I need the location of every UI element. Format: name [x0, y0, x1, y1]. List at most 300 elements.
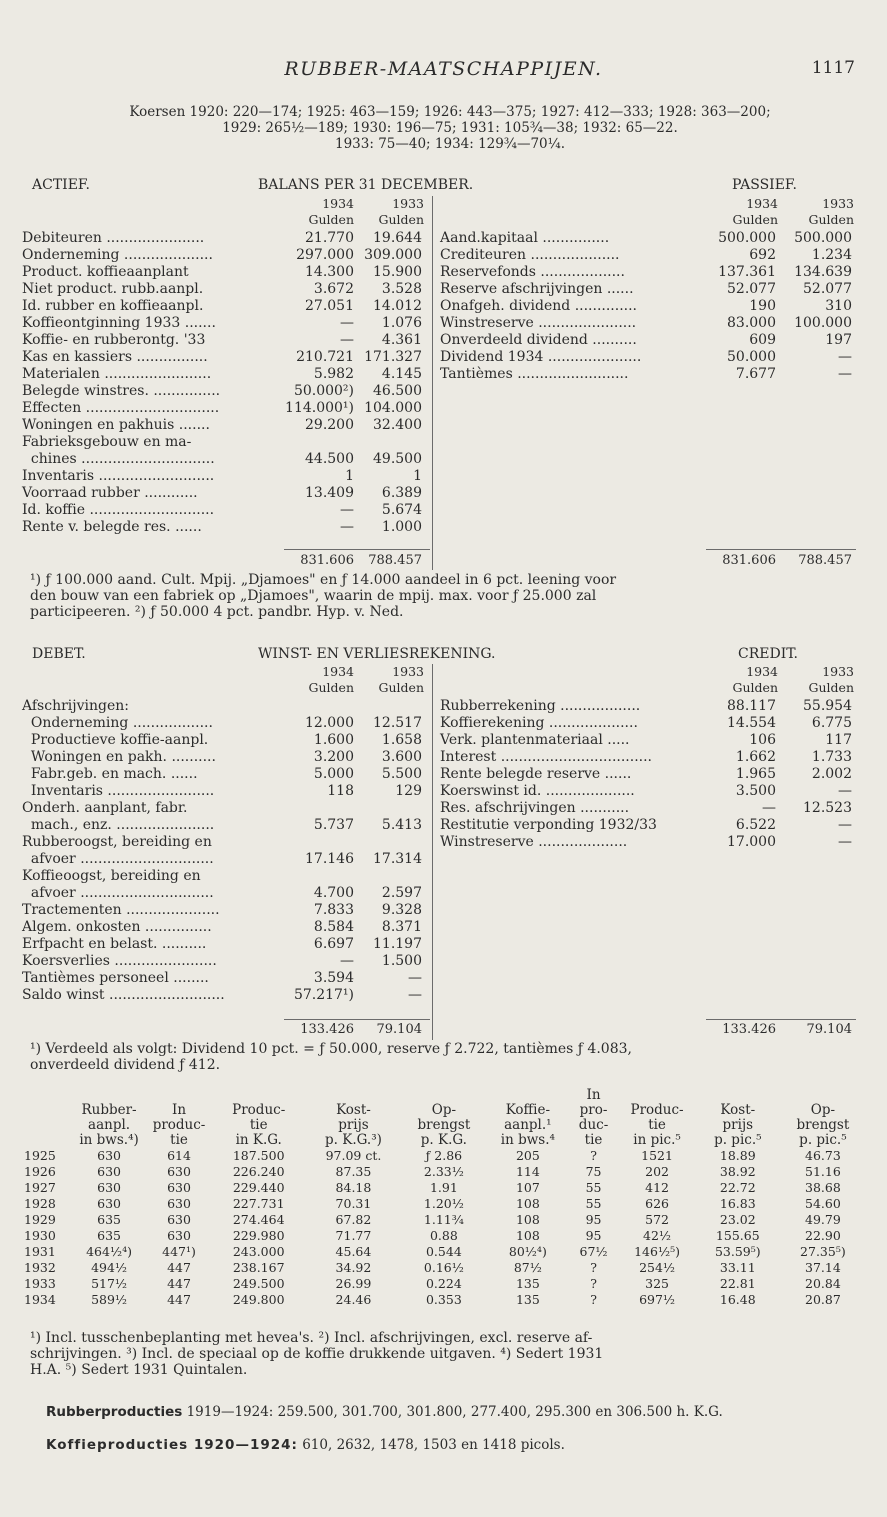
footnote-line: schrijvingen. ³) Incl. de speciaal op de koffie drukkende uitgaven. ⁴) Sedert 1931: [30, 1346, 604, 1362]
value-1933: —: [408, 987, 422, 1003]
ledger-label: Reserve afschrijvingen ......: [440, 281, 634, 297]
table-row: [24, 1212, 866, 1228]
column-header: p. K.G.: [420, 1132, 467, 1148]
table-cell: ?: [590, 1292, 597, 1307]
footnote-line: H.A. ⁵) Sedert 1931 Quintalen.: [30, 1362, 248, 1378]
rubber-production-values: 1919—1924: 259.500, 301.700, 301.800, 277.400, 295.300 en 306.500 h. K.G.: [182, 1404, 723, 1420]
value-1934: 52.077: [727, 281, 776, 297]
value-1933: 17.314: [373, 851, 422, 867]
table-cell: 630: [97, 1180, 121, 1195]
table-cell: 51.16: [805, 1164, 841, 1179]
table-row: [24, 1164, 866, 1180]
table-cell: 54.60: [805, 1196, 841, 1211]
value-1934: 14.300: [305, 264, 354, 280]
debet-col-head: [284, 664, 434, 696]
value-1933: 1.733: [811, 749, 852, 765]
table-cell: 447: [167, 1260, 191, 1275]
table-cell: 53.59⁵): [714, 1244, 761, 1259]
table-cell: 494½: [91, 1260, 128, 1275]
passief-total-1934: 831.606: [722, 553, 776, 568]
unit-label: Gulden: [808, 212, 854, 227]
table-cell: 517½: [91, 1276, 128, 1291]
column-header: p. pic.⁵: [799, 1132, 847, 1148]
ledger-label: Onverdeeld dividend ..........: [440, 332, 637, 348]
value-1934: 609: [749, 332, 776, 348]
table-cell: 1926: [24, 1164, 56, 1179]
ledger-label: Winstreserve ....................: [440, 834, 628, 850]
ledger-label: chines ..............................: [22, 451, 215, 467]
column-header: [24, 1103, 71, 1118]
ledger-row: [22, 834, 427, 851]
ledger-label: Rente v. belegde res. ......: [22, 519, 202, 535]
actief-total-1933: 788.457: [368, 553, 422, 568]
value-1934: 3.500: [735, 783, 776, 799]
table-row: [24, 1228, 866, 1244]
table-cell: 16.48: [719, 1292, 756, 1307]
ledger-row: [440, 366, 856, 383]
ledger-label: Aand.kapitaal ...............: [440, 230, 610, 246]
winst-footnotes: [30, 1041, 860, 1073]
ledger-row: [22, 919, 427, 936]
table-cell: 108: [515, 1196, 540, 1211]
column-header: Produc-: [232, 1102, 286, 1118]
footnote-line: ¹) ƒ 100.000 aand. Cult. Mpij. „Djamoes" en ƒ 14.000 aandeel in 6 pct. leening voor: [30, 572, 617, 588]
ledger-row: [22, 800, 427, 817]
value-1933: 32.400: [373, 417, 422, 433]
footnote-line: ¹) Incl. tusschenbeplanting met hevea's. ²) Incl. afschrijvingen, excl. reserve af-: [30, 1330, 593, 1346]
ledger-row: [440, 247, 856, 264]
column-header: [780, 1088, 866, 1103]
value-1934: 5.000: [313, 766, 354, 782]
course-line: Koersen 1920: 220—174; 1925: 463—159; 1926: 443—375; 1927: 412—333; 1928: 363—200;: [129, 104, 771, 120]
debet-title: DEBET.: [32, 646, 86, 662]
ledger-label: Woningen en pakh. ..........: [22, 749, 216, 765]
table-cell: 630: [97, 1164, 121, 1179]
value-1933: 1: [413, 468, 422, 484]
table-cell: 55: [585, 1180, 602, 1195]
page-header: [0, 58, 887, 82]
ledger-row: [440, 332, 856, 349]
value-1934: 5.982: [313, 366, 354, 382]
value-1934: 12.000: [305, 715, 354, 731]
table-cell: 46.73: [805, 1148, 841, 1163]
column-header: produc-: [152, 1117, 206, 1133]
value-1933: 1.076: [381, 315, 422, 331]
ledger-row: [22, 953, 427, 970]
table-cell: 1521: [641, 1148, 673, 1163]
ledger-label: Winstreserve ......................: [440, 315, 637, 331]
table-cell: 447¹): [162, 1244, 196, 1259]
table-cell: 75: [585, 1164, 602, 1179]
table-cell: 146½⁵): [634, 1244, 680, 1259]
ledger-row: [22, 281, 427, 298]
ledger-label: Tantièmes personeel ........: [22, 970, 209, 986]
value-1933: 2.597: [381, 885, 422, 901]
value-1934: 4.700: [313, 885, 354, 901]
table-cell: 135: [515, 1292, 540, 1307]
table-cell: 71.77: [335, 1228, 372, 1243]
value-1933: 5.500: [381, 766, 422, 782]
column-header: Kost-: [336, 1102, 371, 1118]
value-1934: 50.000: [727, 349, 776, 365]
value-1933: 8.371: [381, 919, 422, 935]
table-cell: 0.544: [425, 1244, 462, 1259]
value-1933: 49.500: [373, 451, 422, 467]
ledger-row: [22, 698, 427, 715]
table-cell: 114: [515, 1164, 540, 1179]
table-cell: 630: [167, 1180, 191, 1195]
unit-label: Gulden: [732, 680, 778, 695]
ledger-label: Niet product. rubb.aanpl.: [22, 281, 204, 297]
ledger-row: [440, 349, 856, 366]
column-divider: [432, 196, 433, 570]
value-1933: 1.658: [381, 732, 422, 748]
ledger-row: [22, 332, 427, 349]
table-cell: ƒ 2.86: [425, 1148, 463, 1163]
ledger-label: Fabr.geb. en mach. ......: [22, 766, 198, 782]
ledger-row: [22, 885, 427, 902]
ledger-row: [440, 315, 856, 332]
year-label: 1933: [392, 664, 424, 679]
unit-label: Gulden: [308, 212, 354, 227]
ledger-label: Kas en kassiers ................: [22, 349, 208, 365]
value-1934: 5.737: [313, 817, 354, 833]
actief-list: [22, 230, 427, 536]
ledger-row: [22, 315, 427, 332]
table-cell: 95: [585, 1228, 602, 1243]
table-cell: 572: [645, 1212, 669, 1227]
value-1934: 17.146: [305, 851, 354, 867]
ledger-row: [22, 519, 427, 536]
value-1933: 309.000: [364, 247, 422, 263]
ledger-row: [22, 264, 427, 281]
value-1934: 118: [327, 783, 354, 799]
column-header: tie: [648, 1117, 666, 1133]
column-header: [618, 1088, 696, 1103]
ledger-label: Onderneming ....................: [22, 247, 213, 263]
table-cell: 155.65: [715, 1228, 760, 1243]
credit-title: CREDIT.: [738, 646, 798, 662]
ledger-row: [440, 800, 856, 817]
ledger-label: Koffie- en rubberontg. '33: [22, 332, 206, 348]
table-cell: 135: [515, 1276, 540, 1291]
table-cell: 630: [97, 1148, 121, 1163]
ledger-row: [440, 834, 856, 851]
ledger-row: [440, 732, 856, 749]
ledger-row: [440, 783, 856, 800]
unit-label: Gulden: [732, 212, 778, 227]
ledger-row: [22, 868, 427, 885]
value-1933: 310: [825, 298, 852, 314]
table-cell: 243.000: [232, 1244, 285, 1259]
table-cell: 16.83: [719, 1196, 756, 1211]
table-cell: 0.88: [429, 1228, 458, 1243]
value-1934: —: [340, 502, 354, 518]
table-cell: 187.500: [232, 1148, 285, 1163]
actief-col-head: [284, 196, 434, 228]
value-1934: 3.672: [313, 281, 354, 297]
footnote-line: ¹) Verdeeld als volgt: Dividend 10 pct. = ƒ 50.000, reserve ƒ 2.722, tantièmes ƒ 4.083,: [30, 1041, 632, 1057]
table-cell: 274.464: [232, 1212, 285, 1227]
ledger-row: [22, 400, 427, 417]
table-cell: 626: [645, 1196, 669, 1211]
value-1933: 52.077: [803, 281, 852, 297]
table-row: [24, 1292, 866, 1308]
ledger-row: [22, 468, 427, 485]
column-header: [306, 1088, 401, 1103]
actief-title: ACTIEF.: [32, 177, 90, 193]
table-cell: 87½: [513, 1260, 542, 1275]
table-cell: 614: [167, 1148, 191, 1163]
table-cell: 1.20½: [423, 1196, 464, 1211]
credit-col-head: [708, 664, 858, 696]
value-1933: 5.413: [381, 817, 422, 833]
value-1934: —: [340, 332, 354, 348]
column-header: brengst: [796, 1117, 850, 1133]
value-1934: —: [340, 953, 354, 969]
balans-title: BALANS PER 31 DECEMBER.: [258, 177, 474, 193]
column-header: [487, 1088, 569, 1103]
table-header-row: [24, 1133, 866, 1148]
column-header: tie: [584, 1132, 603, 1148]
table-header-row: [24, 1103, 866, 1118]
year-label: 1933: [392, 196, 424, 211]
footnote-line: participeeren. ²) ƒ 50.000 4 pct. pandbr. Hyp. v. Ned.: [30, 604, 404, 620]
ledger-row: [440, 698, 856, 715]
value-1933: —: [838, 366, 852, 382]
table-cell: 0.16½: [423, 1260, 464, 1275]
value-1934: 3.200: [313, 749, 354, 765]
value-1933: 104.000: [364, 400, 422, 416]
actief-total-1934: 831.606: [300, 553, 354, 568]
page-title: RUBBER-MAATSCHAPPIJEN.: [284, 58, 603, 80]
ledger-label: Verk. plantenmateriaal .....: [440, 732, 630, 748]
course-line: 1933: 75—40; 1934: 129¾—70¼.: [335, 136, 565, 152]
value-1934: 14.554: [727, 715, 776, 731]
column-header: [71, 1088, 146, 1103]
ledger-row: [440, 230, 856, 247]
table-cell: 630: [97, 1196, 121, 1211]
value-1933: 1.000: [381, 519, 422, 535]
table-row: [24, 1196, 866, 1212]
column-header: prijs: [338, 1117, 369, 1133]
koffie-production-line: [46, 1437, 565, 1453]
value-1933: 134.639: [794, 264, 852, 280]
table-cell: 24.46: [335, 1292, 372, 1307]
koffie-production-label: Koffieproducties 1920—1924:: [46, 1437, 298, 1453]
value-1934: 7.677: [735, 366, 776, 382]
ledger-label: Dividend 1934 .....................: [440, 349, 642, 365]
ledger-row: [22, 247, 427, 264]
table-row: [24, 1244, 866, 1260]
value-1933: 100.000: [794, 315, 852, 331]
value-1934: 1.600: [313, 732, 354, 748]
table-cell: 630: [167, 1228, 191, 1243]
ledger-label: Rente belegde reserve ......: [440, 766, 632, 782]
column-header: In: [172, 1102, 187, 1118]
total-rule: [284, 1019, 430, 1020]
ledger-row: [22, 766, 427, 783]
value-1934: 137.361: [718, 264, 776, 280]
table-cell: 38.68: [805, 1180, 841, 1195]
year-label: 1934: [746, 196, 778, 211]
column-header: Kost-: [720, 1102, 756, 1118]
ledger-label: Reservefonds ...................: [440, 264, 625, 280]
value-1934: 1.662: [735, 749, 776, 765]
ledger-row: [22, 749, 427, 766]
page-number: 1117: [811, 58, 855, 78]
value-1933: 171.327: [364, 349, 422, 365]
column-header: in pic.⁵: [633, 1132, 681, 1148]
table-row: [24, 1276, 866, 1292]
column-header: in K.G.: [235, 1132, 282, 1148]
value-1934: 44.500: [305, 451, 354, 467]
ledger-label: Inventaris ........................: [22, 783, 215, 799]
value-1934: 500.000: [718, 230, 776, 246]
table-cell: 80½⁴): [508, 1244, 547, 1259]
value-1933: 4.145: [381, 366, 422, 382]
value-1933: 2.002: [811, 766, 852, 782]
ledger-label: Inventaris ..........................: [22, 468, 215, 484]
ledger-label: Erfpacht en belast. ..........: [22, 936, 207, 952]
table-header-row: [24, 1088, 866, 1103]
table-cell: 87.35: [335, 1164, 372, 1179]
total-rule: [706, 1019, 856, 1020]
table-cell: 229.980: [232, 1228, 285, 1243]
table-cell: 2.33½: [423, 1164, 464, 1179]
table-cell: 1927: [24, 1180, 56, 1195]
year-label: 1933: [822, 196, 854, 211]
table-cell: 249.800: [232, 1292, 285, 1307]
ledger-label: afvoer ..............................: [22, 885, 214, 901]
ledger-row: [22, 817, 427, 834]
ledger-label: Onderneming ..................: [22, 715, 213, 731]
ledger-row: [22, 783, 427, 800]
ledger-label: Afschrijvingen:: [22, 698, 129, 714]
table-header-row: [24, 1118, 866, 1133]
table-cell: 23.02: [719, 1212, 756, 1227]
ledger-row: [440, 715, 856, 732]
footnote-line: den bouw van een fabriek op „Djamoes", waarin de mpij. max. voor ƒ 25.000 zal: [30, 588, 597, 604]
table-cell: 447: [167, 1276, 191, 1291]
table-cell: 238.167: [232, 1260, 285, 1275]
table-cell: 97.09 ct.: [325, 1148, 382, 1163]
table-cell: 1.91: [429, 1180, 458, 1195]
passief-title: PASSIEF.: [732, 177, 797, 193]
column-header: Op-: [810, 1102, 836, 1118]
table-cell: ?: [590, 1260, 597, 1275]
value-1933: 19.644: [373, 230, 422, 246]
table-cell: 108: [515, 1228, 540, 1243]
ledger-label: Algem. onkosten ...............: [22, 919, 212, 935]
column-header: tie: [249, 1117, 268, 1133]
ledger-label: Belegde winstres. ...............: [22, 383, 221, 399]
table-cell: 107: [515, 1180, 540, 1195]
ledger-row: [22, 851, 427, 868]
value-1933: 6.775: [811, 715, 852, 731]
koffie-production-values: 610, 2632, 1478, 1503 en 1418 picols.: [297, 1437, 565, 1453]
table-cell: 22.81: [719, 1276, 756, 1291]
ledger-label: Voorraad rubber ............: [22, 485, 198, 501]
table-cell: 95: [585, 1212, 602, 1227]
table-row: [24, 1180, 866, 1196]
column-header: p. K.G.³): [325, 1132, 382, 1148]
column-header: in bws.⁴: [500, 1132, 555, 1148]
winst-heading: [30, 646, 860, 664]
column-header: pro-: [579, 1102, 608, 1118]
value-1933: 9.328: [381, 902, 422, 918]
ledger-label: Rubberoogst, bereiding en: [22, 834, 212, 850]
table-cell: 55: [585, 1196, 602, 1211]
ledger-label: Koffieontginning 1933 .......: [22, 315, 216, 331]
table-cell: 20.87: [805, 1292, 841, 1307]
table-cell: 34.92: [335, 1260, 372, 1275]
ledger-label: Debiteuren ......................: [22, 230, 205, 246]
table-cell: 67½: [579, 1244, 608, 1259]
value-1934: 88.117: [727, 698, 776, 714]
rubber-production-label: Rubberproducties: [46, 1404, 183, 1420]
balans-footnotes: [30, 572, 860, 620]
year-label: 1933: [822, 664, 854, 679]
table-cell: 84.18: [335, 1180, 372, 1195]
value-1934: 6.697: [313, 936, 354, 952]
table-cell: 1928: [24, 1196, 56, 1211]
table-cell: 697½: [639, 1292, 676, 1307]
table-cell: 42½: [643, 1228, 672, 1243]
ledger-row: [440, 298, 856, 315]
value-1934: 692: [749, 247, 776, 263]
unit-label: Gulden: [378, 680, 424, 695]
table-cell: 1934: [24, 1292, 56, 1307]
footnote-line: onverdeeld dividend ƒ 412.: [30, 1057, 221, 1073]
ledger-row: [22, 936, 427, 953]
ledger-label: Fabrieksgebouw en ma-: [22, 434, 192, 450]
column-header: [401, 1088, 487, 1103]
value-1933: 197: [825, 332, 852, 348]
course-quotes: [40, 104, 860, 152]
ledger-label: Id. koffie ............................: [22, 502, 215, 518]
column-header: [24, 1088, 71, 1103]
ledger-label: mach., enz. ......................: [22, 817, 215, 833]
production-stats-table: [24, 1088, 866, 1308]
stats-footnotes: [30, 1330, 860, 1378]
table-cell: 630: [167, 1212, 191, 1227]
table-cell: 202: [645, 1164, 669, 1179]
value-1934: 297.000: [296, 247, 354, 263]
credit-list: [440, 698, 856, 851]
ledger-label: afvoer ..............................: [22, 851, 214, 867]
value-1934: 57.217¹): [293, 987, 354, 1003]
column-header: duc-: [578, 1117, 609, 1133]
table-cell: 226.240: [232, 1164, 285, 1179]
table-cell: 325: [645, 1276, 669, 1291]
value-1934: 17.000: [727, 834, 776, 850]
ledger-row: [440, 766, 856, 783]
value-1934: 7.833: [313, 902, 354, 918]
unit-label: Gulden: [308, 680, 354, 695]
table-cell: 447: [167, 1292, 191, 1307]
table-cell: ?: [590, 1148, 597, 1163]
total-rule: [284, 549, 430, 550]
table-cell: 0.353: [425, 1292, 462, 1307]
value-1933: 1.500: [381, 953, 422, 969]
course-line: 1929: 265½—189; 1930: 196—75; 1931: 105¾—38; 1932: 65—22.: [222, 120, 678, 136]
table-cell: 249.500: [232, 1276, 285, 1291]
ledger-label: Effecten ..............................: [22, 400, 220, 416]
value-1934: 13.409: [305, 485, 354, 501]
column-header: [211, 1088, 306, 1103]
value-1933: 6.389: [381, 485, 422, 501]
